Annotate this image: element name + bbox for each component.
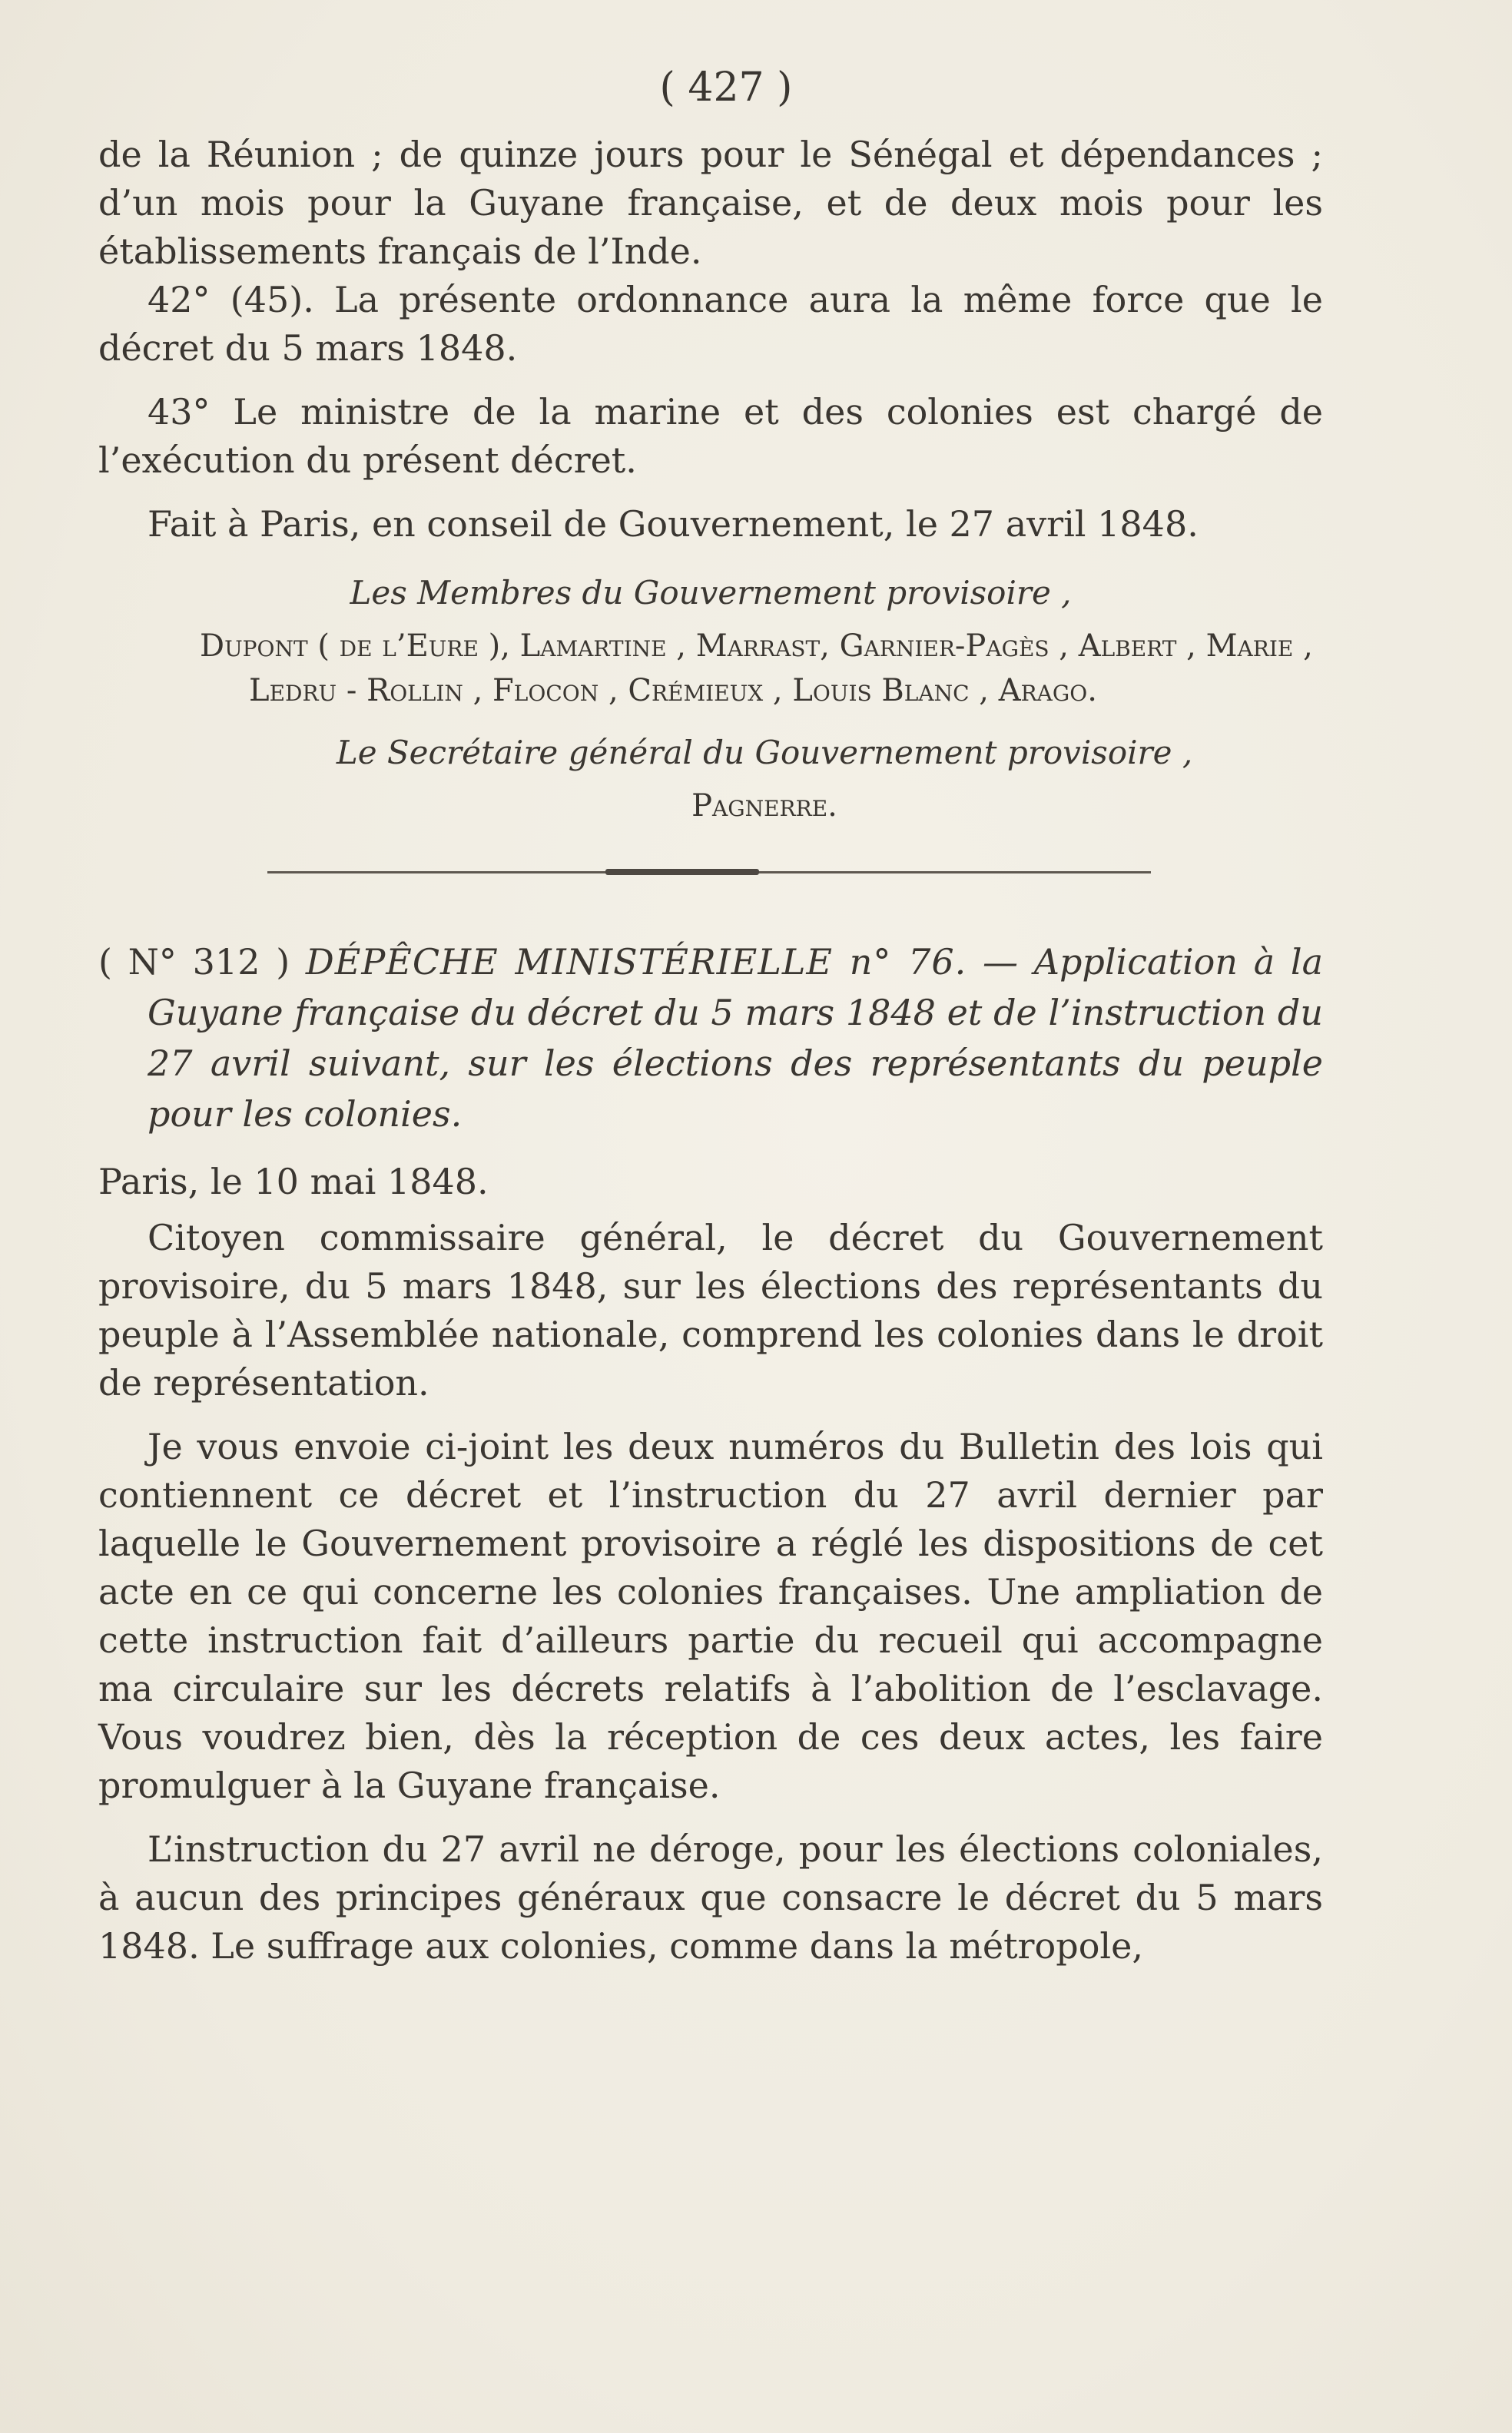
body-paragraph-1: Citoyen commissaire général, le décret du Gouvernement provisoire, du 5 mars 1848, sur les élections des représentants du peuple à l’Assemblée nationale, comprend les colonies dans le droit de représentation. [98, 1217, 1323, 1404]
signatory-names: Dupont ( de l’Eure ), Lamartine , Marrast, Garnier-Pagès , Albert , Marie , Ledru - Rollin , Flocon , Crémieux , Louis Blanc , Arago. [200, 628, 1313, 708]
body-paragraph-2: Je vous envoie ci-joint les deux numéros du Bulletin des lois qui contiennent ce décret et l’instruction du 27 avril dernier par laquelle le Gouvernement provisoire a réglé les dispositions de cet acte en ce qui concerne les colonies françaises. Une ampliation de cette instruction fait d’ailleurs partie du recueil qui accompagne ma circulaire sur les décrets relatifs à l’abolition de l’esclavage. Vous voudrez bien, dès la réception de ces deux actes, les faire promulguer à la Guyane française. [98, 1426, 1323, 1806]
section-title [98, 936, 1323, 1139]
section-title-rest: — Application à la Guyane française du décret du 5 mars 1848 et de l’instruction du 27 avril suivant, sur les élections des représentants du peuple pour les colonies. [148, 941, 1323, 1135]
signatories-heading: Les Membres du Gouvernement provisoire , [350, 574, 1072, 612]
secretary-heading: Le Secrétaire général du Gouvernement provisoire , [336, 734, 1193, 771]
paragraph-top-1: de la Réunion ; de quinze jours pour le Sénégal et dépendances ; d’un mois pour la Guyane française, et de deux mois pour les établissements français de l’Inde. [98, 134, 1323, 272]
dispatch-date: Paris, le 10 mai 1848. [98, 1161, 489, 1202]
section-number: ( N° 312 ) [98, 941, 290, 983]
decree-date-line: Fait à Paris, en conseil de Gouvernement, le 27 avril 1848. [148, 503, 1199, 545]
article-43: 43° Le ministre de la marine et des colonies est chargé de l’exécution du présent décret. [98, 391, 1323, 481]
page-number: ( 427 ) [659, 65, 793, 111]
secretary-name: Pagnerre. [691, 788, 837, 824]
article-42: 42° (45). La présente ordonnance aura la même force que le décret du 5 mars 1848. [98, 279, 1323, 369]
section-title-main: DÉPÊCHE MINISTÉRIELLE n° 76. [305, 941, 967, 983]
section-divider [267, 871, 1151, 873]
body-paragraph-3: L’instruction du 27 avril ne déroge, pour les élections coloniales, à aucun des principes généraux que consacre le décret du 5 mars 1848. Le suffrage aux colonies, comme dans la métropole, [98, 1828, 1323, 1967]
divider-ornament [605, 869, 759, 875]
